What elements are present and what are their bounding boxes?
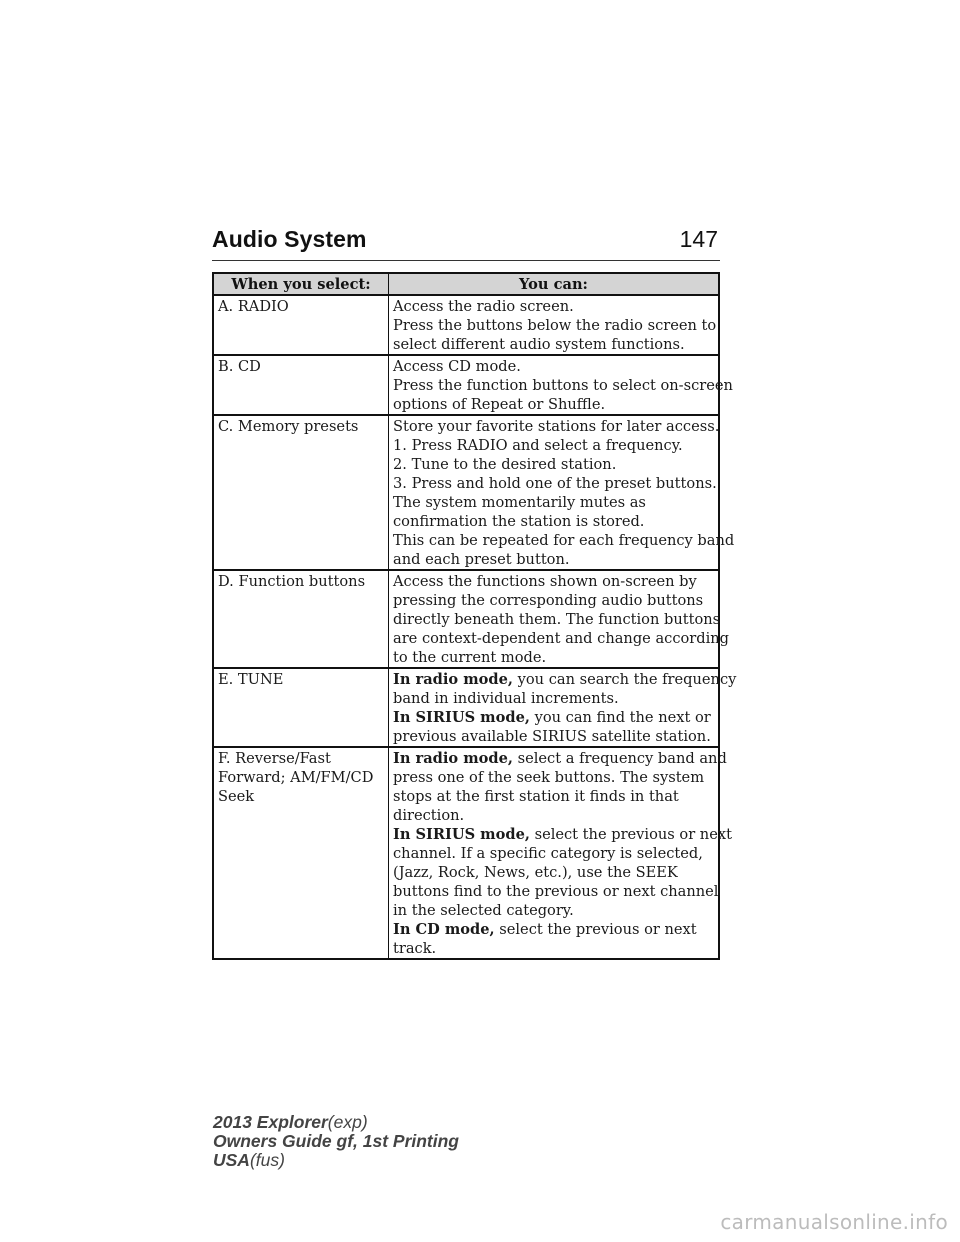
description-line (393, 316, 717, 335)
description-line (393, 531, 735, 550)
description-text: previous available SIRIUS satellite station. (393, 728, 711, 745)
description-line (393, 550, 714, 569)
description-text: confirmation the station is stored. (393, 513, 645, 530)
selection-text: A. RADIO (218, 298, 289, 315)
description-line (393, 572, 714, 591)
cell-description (389, 355, 733, 415)
table-row (213, 570, 719, 668)
print-footer (213, 1113, 459, 1170)
description-line (393, 417, 720, 436)
description-line (393, 335, 714, 354)
description-text: The system momentarily mutes as (393, 494, 646, 511)
description-line (393, 708, 714, 727)
description-text: 3. Press and hold one of the preset buttons. (393, 475, 717, 492)
table-row (213, 295, 719, 355)
description-text: This can be repeated for each frequency band (393, 532, 735, 549)
cell-description (389, 570, 730, 668)
description-line (393, 376, 733, 395)
footer-line-region: USA(fus) (213, 1150, 285, 1170)
description-text: stops at the first station it finds in that (393, 788, 679, 805)
mode-label: In radio mode, (393, 750, 513, 767)
description-text: pressing the corresponding audio buttons (393, 592, 704, 609)
selection-text: Forward; AM/FM/CD (218, 769, 374, 786)
description-line (393, 806, 714, 825)
table-row (213, 355, 719, 415)
description-text: direction. (393, 807, 465, 824)
description-line (393, 749, 727, 768)
page-header (212, 226, 720, 260)
site-watermark: carmanualsonline.info (720, 1210, 948, 1234)
description-line (393, 629, 730, 648)
description-line (393, 670, 737, 689)
description-text: track. (393, 940, 437, 957)
cell-description (389, 747, 732, 959)
description-text: buttons find to the previous or next channel (393, 883, 719, 900)
description-text: to the current mode. (393, 649, 547, 666)
selection-text: D. Function buttons (218, 573, 366, 590)
description-line (393, 436, 714, 455)
description-text: Access CD mode. (393, 358, 521, 375)
description-line (393, 474, 717, 493)
selection-text: C. Memory presets (218, 418, 359, 435)
selection-text: B. CD (218, 358, 261, 375)
mode-label: In CD mode, (393, 921, 495, 938)
selection-text: Seek (218, 788, 255, 805)
cell-description (389, 415, 735, 570)
cell-selection (213, 355, 389, 415)
cell-selection (213, 295, 389, 355)
description-line (393, 297, 714, 316)
cell-selection (213, 668, 389, 747)
description-text: select a frequency band and (517, 750, 727, 767)
footer-line-model: 2013 Explorer(exp) (213, 1112, 368, 1132)
description-text: Store your favorite stations for later access. (393, 418, 720, 435)
description-line (393, 357, 714, 376)
description-text: select the previous or next (534, 826, 732, 843)
cell-selection (213, 747, 389, 959)
description-line (393, 395, 714, 414)
description-text: select different audio system functions. (393, 336, 685, 353)
cell-selection (213, 415, 389, 570)
description-text: press one of the seek buttons. The system (393, 769, 705, 786)
selection-text: E. TUNE (218, 671, 284, 688)
selection-text: F. Reverse/Fast (218, 750, 331, 767)
description-text: 2. Tune to the desired station. (393, 456, 617, 473)
header-divider (212, 260, 720, 261)
description-line (393, 455, 714, 474)
description-text: are context-dependent and change according (393, 630, 730, 647)
description-line (393, 863, 714, 882)
mode-label: In SIRIUS mode, (393, 709, 530, 726)
description-text: in the selected category. (393, 902, 574, 919)
description-text: select the previous or next (499, 921, 697, 938)
description-line (393, 768, 714, 787)
description-text: directly beneath them. The function buttons (393, 611, 721, 628)
description-line (393, 591, 714, 610)
table-row (213, 747, 719, 959)
description-line (393, 727, 714, 746)
column-header-can: You can: (389, 273, 720, 295)
description-text: Press the function buttons to select on-screen (393, 377, 733, 394)
description-line (393, 939, 714, 958)
table-header-row (213, 273, 719, 295)
audio-controls-table (212, 272, 737, 960)
description-text: (Jazz, Rock, News, etc.), use the SEEK (393, 864, 678, 881)
section-title: Audio System (212, 226, 367, 252)
cell-description (389, 668, 737, 747)
description-line (393, 689, 714, 708)
cell-description (389, 295, 720, 355)
description-text: options of Repeat or Shuffle. (393, 396, 606, 413)
mode-label: In SIRIUS mode, (393, 826, 530, 843)
description-text: Access the functions shown on-screen by (393, 573, 697, 590)
description-text: and each preset button. (393, 551, 570, 568)
table-row (213, 415, 719, 570)
description-line (393, 493, 714, 512)
cell-selection (213, 570, 389, 668)
description-text: you can find the next or (534, 709, 711, 726)
table-row (213, 668, 719, 747)
description-line (393, 648, 714, 667)
description-line (393, 825, 732, 844)
mode-label: In radio mode, (393, 671, 513, 688)
description-text: band in individual increments. (393, 690, 619, 707)
description-line (393, 787, 714, 806)
column-header-select: When you select: (213, 273, 389, 295)
description-line (393, 844, 714, 863)
description-text: you can search the frequency (517, 671, 737, 688)
description-text: channel. If a specific category is selected, (393, 845, 703, 862)
description-line (393, 882, 719, 901)
description-text: Press the buttons below the radio screen to (393, 317, 717, 334)
description-line (393, 920, 714, 939)
page-number: 147 (679, 226, 718, 252)
description-line (393, 512, 714, 531)
description-text: Access the radio screen. (393, 298, 574, 315)
description-line (393, 901, 714, 920)
description-line (393, 610, 721, 629)
description-text: 1. Press RADIO and select a frequency. (393, 437, 683, 454)
footer-line-guide: Owners Guide gf, 1st Printing (213, 1131, 459, 1151)
